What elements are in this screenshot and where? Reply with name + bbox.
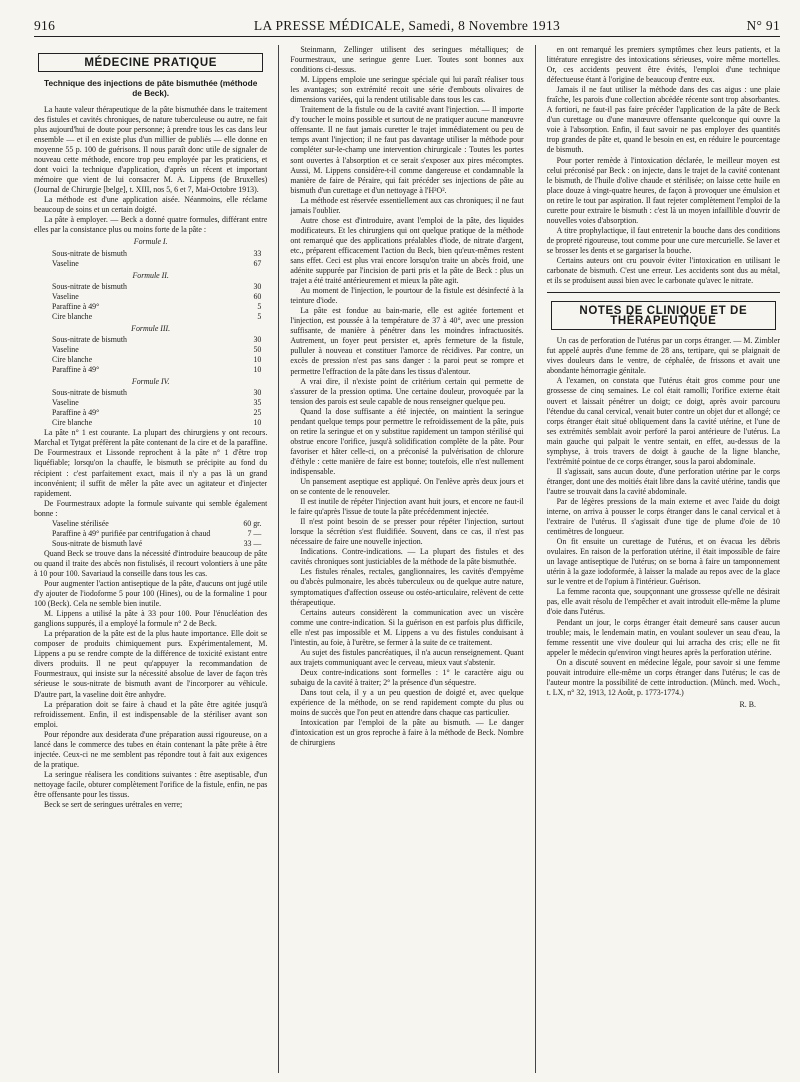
ingredient-quantity: 33 —: [243, 538, 262, 548]
paragraph: La méthode est réservée essentiellement aux cas chroniques; il ne faut jamais l'oublier.: [290, 195, 524, 215]
column-3: [547, 45, 780, 1073]
formula-title: Formule I.: [133, 237, 168, 247]
ingredient-name: Paraffine à 49°: [52, 365, 100, 375]
formula-ingredient-row: [34, 418, 267, 428]
formula-ingredient-row: [34, 365, 267, 375]
column-2-paragraphs: [290, 45, 523, 748]
paragraph: Traitement de la fistule ou de la cavité avant l'injection. — Il importe d'y toucher le moins possible et surtout de ne pratiquer aucune manœuvre offensante. Il ne faut jamais curetter le trajet immédiatement ou peu de temps avant l'injection; il ne faut pas davantage utiliser la méthode pour compléter sur-le-champ une intervention chirurgicale : Toutes les portes sont ouvertes à l'absorption et ce serait s'exposer aux pires mécomptes. Aussi, M. Lippens considère-t-il comme dangereuse et condamnable la manière de faire de Péraire, qui fait précéder ses injections de pâte au bismuth d'un curettage et d'un nettoyage à l'H²O².: [290, 105, 524, 195]
signature: R. B.: [739, 699, 756, 709]
case-report-paragraphs: [547, 336, 780, 698]
ingredient-quantity: 30: [253, 281, 262, 291]
paragraph: De Fourmestraux adopte la formule suivante qui semble également bonne :: [34, 498, 268, 518]
paragraph: La pâte à employer. — Beck a donné quatre formules, différant entre elles par la consistance plus ou moins forte de la pâte :: [34, 215, 268, 235]
formula-ingredient-row: [34, 302, 267, 312]
paragraph: Les fistules rénales, rectales, ganglionnaires, les cavités d'empyème ou d'abcès pulmonaire, les abcès tuberculeux ou de quelque autre nature, symptomatiques d'affection osseuse ou ostéo-articulaire, relèvent de cette thérapeutique.: [290, 567, 524, 607]
formula-ingredient-row: [34, 408, 267, 418]
ingredient-name: Sous-nitrate de bismuth: [52, 334, 127, 344]
formula-ingredient-row: [34, 388, 267, 398]
paragraph: Il n'est point besoin de se presser pour répéter l'injection, surtout lorsque la sécrétion s'est fluidifiée. Souvent, dans ce cas, il n'est pas nécessaire de faire une nouvelle injection.: [290, 517, 524, 547]
ingredient-name: Sous-nitrate de bismuth: [52, 388, 127, 398]
ingredient-name: Sous-nitrate de bismuth: [52, 248, 127, 258]
column-divider: [278, 45, 279, 1073]
paragraph: On fit ensuite un curettage de l'utérus, et on évacua les débris ovulaires. En raison de la perforation utérine, il était impossible de faire un lavage antiseptique de l'utérus; on se borna à faire un tamponnement utérin à la gaze iodoformée, à laisser la malade au repos avec de la glace sur le ventre et de l'opium à l'intérieur. Guérison.: [546, 537, 780, 587]
paragraph: Un pansement aseptique est appliqué. On l'enlève après deux jours et on se contente de le renouveler.: [290, 477, 524, 497]
paragraph: A l'examen, on constata que l'utérus était gros comme pour une grossesse de cinq semaines. Le col était ramolli; l'orifice externe était ouvert et laissait pénétrer un doigt; ce doigt, après avoir parcouru l'étendue du canal cervical, venait buter contre un objet dur et allongé; ce corps étranger était situé obliquement dans la cavité utérine, et l'une de ses extrémités semblait avoir perforé la paroi antérieure de l'utérus. La main gauche qui palpait le ventre sentait, en effet, au-dessus de la symphyse, à trois travers de doigt à gauche de la ligne blanche, l'extrémité pointue de ce corps étranger, sous la paroi abdominale.: [546, 376, 780, 466]
paragraph: La préparation doit se faire à chaud et la pâte être agitée jusqu'à refroidissement. Enfin, il est indispensable de la stériliser avant son emploi.: [34, 699, 268, 729]
ingredient-name: Paraffine à 49° purifiée par centrifugation à chaud: [52, 528, 211, 538]
ingredient-name: Vaseline: [52, 291, 79, 301]
paragraph: Pour répondre aux desiderata d'une préparation aussi rigoureuse, on a lancé dans le commerce des tubes en étain contenant la pâte prête à être injectée. Ceux-ci ne me semblent pas répondre tout à fait aux exigences de la pratique.: [34, 729, 268, 769]
paragraph: A vrai dire, il n'existe point de critérium certain qui permette de s'assurer de la pression optima. Une certaine douleur, provoquée par la tension des parois est seule capable de nous renseigner quelque peu.: [290, 376, 524, 406]
paragraph: Beck se sert de seringues urétrales en verre;: [44, 800, 183, 810]
ingredient-quantity: 60: [253, 291, 262, 301]
column-divider: [535, 45, 536, 1073]
paragraph: Certains auteurs ont cru pouvoir éviter l'intoxication en utilisant le carbonate de bismuth. C'est une erreur. Les accidents sont dus au métal, et ils se produisent aussi bien avec le carbonate qu'avec le nitrate.: [546, 255, 780, 286]
formula-ingredient-row: [34, 539, 267, 549]
journal-title: LA PRESSE MÉDICALE, Samedi, 8 Novembre 1913: [253, 18, 561, 33]
paragraph: Indications. Contre-indications. — La plupart des fistules et des cavités chroniques sont justiciables de la méthode de la pâte bismuthée.: [290, 547, 524, 567]
formula-title: Formule II.: [132, 270, 169, 280]
ingredient-quantity: 10: [253, 354, 262, 364]
paragraph: Dans tout cela, il y a un peu question de doigté et, avec quelque expérience de la méthode, on se rend rapidement compte du plus ou moins de succès que l'on peut en attendre dans chaque cas particulier.: [290, 688, 524, 718]
formula-ingredient-row: [34, 259, 267, 269]
formula-ingredient-row: [34, 398, 267, 408]
paragraph: Par de légères pressions de la main externe et avec l'aide du doigt interne, on arriva à pousser le corps étranger dans le canal cervical et à l'extraire de l'utérus. Il s'agissait d'une tige de plume d'oie de 10 centimètres de longueur.: [546, 496, 780, 537]
paragraph: La méthode est d'une application aisée. Néanmoins, elle réclame beaucoup de soins et un certain doigté.: [34, 195, 268, 215]
paragraph: Steinmann, Zellinger utilisent des seringues métalliques; de Fourmestraux, une seringue genre Luer. Toutes sont bonnes aux conditions ci-dessus.: [290, 45, 524, 75]
paragraph: La préparation de la pâte est de la plus haute importance. Elle doit se composer de produits chimiquement purs. Expérimentalement, M. Lippens a pu se rendre compte de la différence de toxicité existant entre divers produits. Il ne peut qu'appuyer la recommandation de Fourmestraux, qui insiste sur la nécessité absolue de laver de façon très sérieuse le sous-nitrate de bismuth avant de l'incorporer au véhicule. D'autre part, la vaseline doit être anhydre.: [34, 629, 268, 699]
ingredient-quantity: 5: [257, 301, 262, 311]
paragraph: Quand la dose suffisante a été injectée, on maintient la seringue pendant quelque temps pour permettre le refroidissement de la pâte, puis on retire la seringue et on y substitue rapidement un tampon stérilisé qui obstrue encore l'orifice, jusqu'à solidification complète de la pâte. Pour favoriser et hâter celle-ci, on a préconisé la pulvérisation de chlorure d'éthyle : cette manière de faire est bonne; toutefois, elle n'est nullement indispensable.: [290, 406, 524, 476]
formula-title: Formule III.: [131, 323, 171, 333]
ingredient-name: Cire blanche: [52, 354, 93, 364]
running-header: [34, 14, 780, 37]
paragraph: Au moment de l'injection, le pourtour de la fistule est désinfecté à la teinture d'iode.: [290, 286, 524, 306]
paragraph: Pour porter remède à l'intoxication déclarée, le meilleur moyen est celui préconisé par Beck : on injecte, dans le trajet de la cavité contenant le bismuth, de l'huile d'olive chaude et stérilisée; on laisse cette huile en place douze à vingt-quatre heures, de façon à provoquer une émulsion et on retire le tout par aspiration. Il faut rejeter complètement l'emploi de la curette pour extraire le bismuth : c'est là un moyen infaillible d'ouvrir de nouvelles voies d'absorption.: [546, 155, 780, 225]
ingredient-quantity: 67: [253, 258, 262, 268]
paragraph: La femme raconta que, soupçonnant une grossesse qu'elle ne désirait pas, elle avait résolu de l'empêcher et avait introduit elle-même la plume d'oie dans l'utérus.: [546, 587, 780, 617]
ingredient-quantity: 7 —: [247, 528, 262, 538]
section-heading-medecine-pratique: MÉDECINE PRATIQUE: [38, 53, 263, 72]
issue-number: N° 91: [746, 18, 780, 33]
ingredient-name: Paraffine à 49°: [52, 301, 100, 311]
ingredient-quantity: 50: [253, 344, 262, 354]
paragraph: Certains auteurs considèrent la communication avec un viscère comme une contre-indication. Si la guérison en est parfois plus difficile, elle n'est pas impossible et M. Lippens a vu des fistules conduisant à l'intestin, au foie, à l'urètre, se fermer à la suite de ce traitement.: [290, 607, 524, 647]
ingredient-quantity: 10: [253, 365, 262, 375]
ingredient-name: Sous-nitrate de bismuth: [52, 281, 127, 291]
ingredient-name: Vaseline: [52, 344, 79, 354]
ingredient-quantity: 25: [253, 408, 262, 418]
formula-ingredient-row: [34, 249, 267, 259]
formula-ingredient-row: [34, 312, 267, 322]
paragraph: Deux contre-indications sont formelles : 1° le caractère aigu ou subaigu de la cavité à traiter; 2° la présence d'un séquestre.: [290, 667, 524, 687]
formula-ingredient-row: [34, 355, 267, 365]
paragraph: Quand Beck se trouve dans la nécessité d'introduire beaucoup de pâte ou quand il traite des abcès non fistulisés, il recourt volontiers à une pâte à 10 pour 100. Savariaud la conseille dans tous les cas.: [34, 548, 268, 578]
section-heading-notes-clinique: NOTES DE CLINIQUE ET DE THÉRAPEUTIQUE: [551, 301, 776, 330]
formula-ingredient-row: [34, 335, 267, 345]
paragraph: M. Lippens a utilisé la pâte à 33 pour 100. Pour l'énucléation des ganglions suppurés, il a employé la formule n° 2 de Beck.: [34, 609, 268, 629]
ingredient-name: Vaseline stérilisée: [52, 518, 109, 528]
paragraphs-after-formulas: [34, 428, 267, 518]
page-number: 916: [34, 18, 56, 33]
paragraph: A titre prophylactique, il faut entretenir la bouche dans des conditions de propreté rigoureuse, tout comme pour une cure mercurielle. Se laver et se brosser les dents et se gargariser la bouche.: [546, 225, 780, 255]
ingredient-quantity: 60 gr.: [243, 518, 262, 528]
ingredient-quantity: 30: [253, 334, 262, 344]
paragraph: M. Lippens emploie une seringue spéciale qui lui paraît réaliser tous les avantages; son extrémité recoit une série d'embouts olivaires de dimensions variées, qui la rendent utilisable dans tous les cas.: [290, 75, 524, 105]
paragraph: La pâte n° 1 est courante. La plupart des chirurgiens y ont recours. Marchal et Tytgat préfèrent la pâte contenant de la cire et de la paraffine. De Fourmestraux et Lissonde reprochent à la pâte n° 1 d'être trop liquéfiable; lorsqu'on la chauffe, le bismuth se précipite au fond du récipient : c'est parfaitement exact, mais il n'y a pas là un grand inconvénient; il suffit de mêler la pâte avec un agitateur et d'injecter rapidement.: [34, 428, 268, 498]
paragraph: La seringue réalisera les conditions suivantes : être aseptisable, d'un nettoyage facile, obturer complètement l'orifice de la fistule, enfin, ne pas être offensante pour les tissus.: [34, 769, 268, 799]
article-title: Technique des injections de pâte bismuthée (méthode de Beck).: [44, 78, 258, 99]
intoxication-paragraphs: [547, 45, 780, 286]
ingredient-quantity: 35: [253, 398, 262, 408]
paragraph: La haute valeur thérapeutique de la pâte bismuthée dans le traitement des fistules et cavités chroniques, de nature tuberculeuse ou autre, ne fait plus aujourd'hui de doute pour personne; à prendre tous les cas dans leur ensemble — et il en existe plus d'un millier de publiés — elle donne en moyenne 55 p. 100 de guérisons. Il nous paraît donc utile de signaler de nouveau cette méthode, encore trop peu employée par les praticiens, et dont voici la technique d'application, d'après un récent et important mémoire que vient de lui consacrer M. A. Lippens (de Bruxelles) (Journal de Chirurgie [belge], t. XIII, nos 5, 6 et 7, Mai-Octobre 1913).: [34, 104, 268, 195]
paragraph: Pendant un jour, le corps étranger était demeuré sans causer aucun trouble; mais, le lendemain matin, en voulant soulever un seau d'eau, la femme ressentit une vive douleur qui lui arracha des cris; elle ne fit appeler le médecin qu'environ vingt heures après la perforation utérine.: [546, 617, 780, 657]
ingredient-quantity: 30: [253, 388, 262, 398]
ingredient-name: Paraffine à 49°: [52, 408, 100, 418]
formula-ingredient-row: [34, 292, 267, 302]
ingredient-name: Sous-nitrate de bismuth lavé: [52, 538, 143, 548]
ingredient-name: Cire blanche: [52, 418, 93, 428]
paragraph: Intoxication par l'emploi de la pâte au bismuth. — Le danger d'intoxication est un gros reproche à faire à la méthode de Beck. Nombre de chirurgiens: [290, 718, 524, 748]
paragraph: Jamais il ne faut utiliser la méthode dans des cas aigus : une plaie fraîche, les parois d'une collection abcédée récente sont trop absorbantes. A fortiori, ne faut-il pas faire précéder l'application de la pâte de Beck d'un curettage ou d'une manœuvre offensante quelconque qui ouvre la voie à l'absorption. Enfin, il faut savoir ne pas employer des quantités trop grandes de pâte et, quand le besoin en est, en réduire le pourcentage de bismuth.: [546, 85, 780, 155]
paragraph: Autre chose est d'introduire, avant l'emploi de la pâte, des liquides modificateurs. Et les chirurgiens qui ont quelque pratique de la méthode ont remarqué que des applications préalables d'iode, de nitrate d'argent, etc., préparent efficacement l'action du Beck, bien qu'eux-mêmes restent sans effet. Ceci est plus vrai encore lorsqu'on traite un abcès froid, une adénite suppurée par l'incision de parti pris et la pâte de Beck : plus un trajet a été traité antérieurement et mieux la pâte agit.: [290, 215, 524, 286]
paragraph: La pâte est fondue au bain-marie, elle est agitée fortement et l'injection, est poussée à la température de 37 à 40°, avec une pression suffisante, de manière à pénétrer dans les moindres infractuosités. Autrement, un foyer peut persister et, après fermeture de la fistule, pulluler à nouveau et constituer l'amorce de récidives. Par contre, un excès de pression n'est pas sans danger : la paroi peut se rompre et permettre l'effraction de la pâte dans les tissus d'alentour.: [290, 306, 524, 376]
formula-ingredient-row: [34, 345, 267, 355]
paragraph: Pour augmenter l'action antiseptique de la pâte, d'aucuns ont jugé utile d'y ajouter de l'iodoforme 5 pour 100 (Hines), ou de la formaline 1 pour 100 (Beck). Cela ne semble bien inutile.: [34, 579, 268, 609]
paragraph: Il s'agissait, sans aucun doute, d'une perforation utérine par le corps étranger, dont une des moitiés était libre dans la cavité utérine, tandis que l'autre se trouvait dans la cavité abdominale.: [546, 466, 780, 496]
formula-ingredient-row: [34, 519, 267, 529]
ingredient-name: Cire blanche: [52, 311, 93, 321]
formula-title: Formule IV.: [131, 377, 170, 387]
ingredient-quantity: 10: [253, 418, 262, 428]
paragraph: Un cas de perforation de l'utérus par un corps étranger. — M. Zimbler fut appelé auprès d'une femme de 28 ans, tertipare, qui se plaignait de vives douleurs dans le ventre, de céphalée, de frissons et avait une abondante hémorragie génitale.: [546, 336, 780, 376]
section-rule: [547, 292, 780, 293]
paragraph: en ont remarqué les premiers symptômes chez leurs patients, et la littérature enregistre des intoxications sérieuses, voire même mortelles. Or, ces accidents peuvent être évités, l'emploi d'une technique défectueuse étant à l'origine de beaucoup d'entre eux.: [546, 45, 780, 85]
intro-paragraphs: [34, 105, 267, 236]
ingredient-quantity: 5: [257, 311, 262, 321]
column-1: [34, 45, 267, 1073]
paragraphs-preparation: [34, 549, 267, 810]
paragraph: On a discuté souvent en médecine légale, pour savoir si une femme pouvait introduire elle-même un corps étranger dans l'utérus; le cas de l'auteur montre la possibilité de cette introduction. (Münch. med. Woch., t. LX, n° 32, 1913, 12 Août, p. 1773-1774.): [546, 657, 780, 697]
ingredient-name: Vaseline: [52, 398, 79, 408]
ingredient-name: Vaseline: [52, 258, 79, 268]
formula-ingredient-row: [34, 282, 267, 292]
formula-list: [34, 237, 267, 428]
paragraph: Au sujet des fistules pancréatiques, il n'a aucun renseignement. Quant aux trajets communiquant avec le cerveau, mieux vaut s'abstenir.: [290, 647, 524, 667]
formula-ingredient-row: [34, 529, 267, 539]
column-2: [290, 45, 523, 1073]
fourmestraux-formula: [34, 519, 267, 549]
paragraph: Il est inutile de répéter l'injection avant huit jours, et encore ne faut-il le faire qu'après l'issue de toute la pâte précédemment injectée.: [290, 497, 524, 517]
ingredient-quantity: 33: [253, 248, 262, 258]
